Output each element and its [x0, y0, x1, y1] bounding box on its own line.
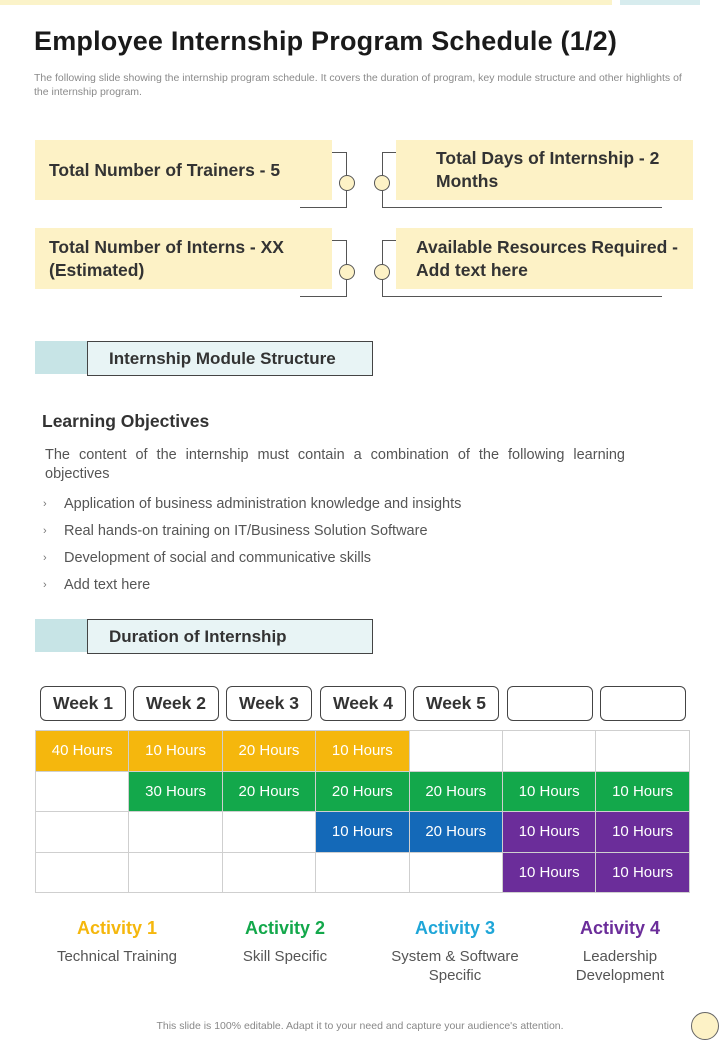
connector-dot: [374, 175, 390, 191]
stat-card-interns: Total Number of Interns - XX (Estimated): [35, 228, 332, 289]
top-accent-bar-teal: [620, 0, 700, 5]
activity-description: Technical Training: [56, 948, 178, 965]
schedule-cell: 20 Hours: [409, 812, 502, 853]
activity-name: Activity 3: [414, 918, 496, 938]
stat-card-days: Total Days of Internship - 2 Months: [396, 140, 693, 200]
schedule-cell: 10 Hours: [502, 812, 595, 853]
week-header: Week 3: [226, 686, 312, 721]
week-header-empty: [600, 686, 686, 721]
chevron-right-icon: ›: [43, 551, 47, 564]
chevron-right-icon: ›: [43, 578, 47, 591]
schedule-cell: 10 Hours: [596, 812, 689, 853]
schedule-cell: 10 Hours: [502, 852, 595, 893]
activity-legend-2: [200, 917, 370, 966]
schedule-cell: [502, 731, 595, 772]
schedule-cell: 10 Hours: [316, 731, 409, 772]
activity-name: Activity 4: [579, 918, 661, 938]
activity-legend-1: [32, 917, 202, 966]
schedule-cell: 20 Hours: [222, 731, 315, 772]
schedule-cell: [409, 852, 502, 893]
schedule-cell: 10 Hours: [596, 771, 689, 812]
week-header: Week 1: [40, 686, 126, 721]
activity-name: Activity 1: [76, 918, 158, 938]
schedule-cell: [409, 731, 502, 772]
list-item: › Application of business administration knowledge and insights: [43, 495, 462, 512]
chevron-right-icon: ›: [43, 497, 47, 510]
activity-legend-4: [535, 917, 705, 985]
schedule-cell: [222, 852, 315, 893]
learning-objectives-intro: The content of the internship must contain a combination of the following learning objectives: [45, 447, 625, 482]
stat-card-trainers: Total Number of Trainers - 5: [35, 140, 332, 200]
schedule-cell: 10 Hours: [596, 852, 689, 893]
learning-objectives-list: [43, 490, 461, 598]
section-header-duration: Duration of Internship: [87, 619, 373, 654]
activity-description: System & Software Specific: [391, 948, 519, 984]
learning-objectives-heading: Learning Objectives: [42, 411, 210, 431]
schedule-cell: 10 Hours: [129, 731, 222, 772]
top-accent-bar: [0, 0, 612, 5]
connector-dot: [374, 264, 390, 280]
week-header-empty: [507, 686, 593, 721]
schedule-cell: [129, 812, 222, 853]
table-row: [36, 812, 690, 853]
activity-legend-3: [370, 917, 540, 985]
schedule-cell: 10 Hours: [316, 812, 409, 853]
schedule-cell: [222, 812, 315, 853]
schedule-grid: [35, 730, 690, 893]
schedule-cell: [36, 771, 129, 812]
list-item: › Development of social and communicative skills: [43, 549, 372, 566]
footer-note: This slide is 100% editable. Adapt it to your need and capture your audience's attention.: [156, 1020, 564, 1032]
chevron-right-icon: ›: [43, 524, 47, 537]
section-accent: [35, 341, 91, 374]
schedule-cell: [36, 812, 129, 853]
list-item: › Add text here: [43, 576, 151, 593]
schedule-cell: [129, 852, 222, 893]
corner-decoration: [691, 1012, 719, 1040]
connector-dot: [339, 264, 355, 280]
table-row: [36, 852, 690, 893]
week-header: Week 2: [133, 686, 219, 721]
schedule-cell: [316, 852, 409, 893]
schedule-cell: [596, 731, 689, 772]
schedule-cell: 30 Hours: [129, 771, 222, 812]
page-subtitle: The following slide showing the internship program schedule. It covers the duration of program, key module structure and other highlights of the internship program.: [34, 72, 682, 98]
activity-description: Leadership Development: [575, 948, 665, 984]
week-header: Week 5: [413, 686, 499, 721]
connector-dot: [339, 175, 355, 191]
section-header-module-structure: Internship Module Structure: [87, 341, 373, 376]
activity-description: Skill Specific: [242, 948, 328, 965]
schedule-cell: 20 Hours: [316, 771, 409, 812]
schedule-cell: 40 Hours: [36, 731, 129, 772]
schedule-cell: 20 Hours: [409, 771, 502, 812]
table-row: [36, 771, 690, 812]
list-item: › Real hands-on training on IT/Business Solution Software: [43, 522, 428, 539]
schedule-cell: 10 Hours: [502, 771, 595, 812]
section-accent: [35, 619, 91, 652]
schedule-cell: [36, 852, 129, 893]
schedule-cell: 20 Hours: [222, 771, 315, 812]
table-row: [36, 731, 690, 772]
page-title: Employee Internship Program Schedule (1/2): [34, 26, 618, 56]
week-header: Week 4: [320, 686, 406, 721]
stat-card-resources: Available Resources Required - Add text here: [396, 228, 693, 289]
activity-name: Activity 2: [244, 918, 326, 938]
